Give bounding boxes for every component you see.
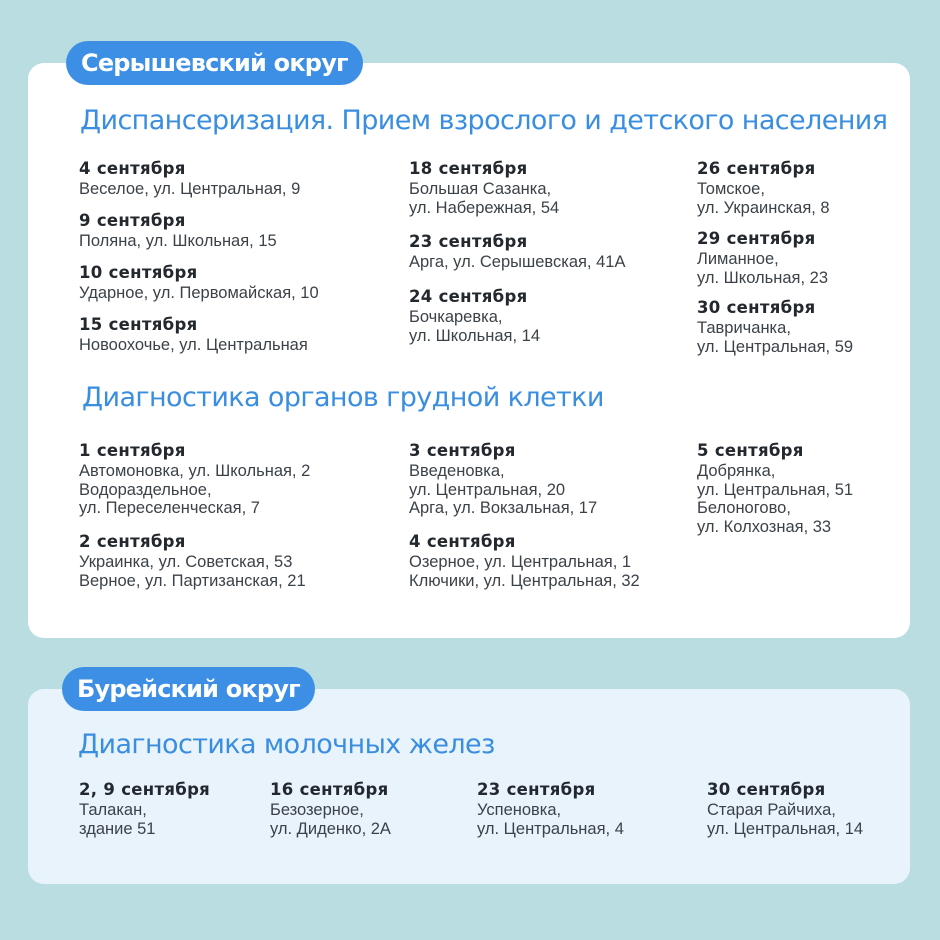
schedule-entry [477, 779, 624, 838]
entry-date: 23 сентября [409, 232, 528, 251]
entry-date: 26 сентября [697, 159, 816, 178]
entry-address: Добрянка, [697, 462, 776, 480]
entry-address: Ключики, ул. Центральная, 32 [409, 571, 640, 590]
entry-address: ул. Центральная, 51 [697, 480, 854, 499]
schedule-entry [79, 531, 306, 590]
schedule-entry [270, 779, 391, 838]
entry-address: ул. Набережная, 54 [409, 198, 560, 217]
entry-address: Белоногово, [697, 499, 791, 517]
entry-address: Введеновка, [409, 462, 505, 480]
schedule-entry [697, 297, 853, 356]
schedule-entry [409, 440, 597, 518]
entry-address: Бочкаревка, [409, 308, 503, 326]
schedule-entry [697, 440, 853, 536]
entry-date: 30 сентября [697, 298, 816, 317]
entry-address: ул. Школьная, 23 [697, 268, 828, 287]
schedule-entry [409, 531, 640, 590]
entry-address: ул. Центральная, 14 [707, 819, 864, 838]
entry-address: Безозерное, [270, 801, 364, 819]
entry-date: 30 сентября [707, 780, 826, 799]
entry-date: 4 сентября [79, 159, 186, 178]
section-title-dispensary: Диспансеризация. Прием взрослого и детского населения [80, 105, 888, 136]
entry-date: 18 сентября [409, 159, 528, 178]
entry-date: 9 сентября [79, 211, 186, 230]
entry-address: Лиманное, [697, 250, 779, 268]
entry-date: 10 сентября [79, 263, 198, 282]
schedule-entry [79, 210, 277, 251]
schedule-entry [79, 779, 210, 838]
entry-address: Веселое, ул. Центральная, 9 [79, 180, 301, 198]
schedule-entry [697, 158, 830, 217]
schedule-entry [79, 262, 319, 303]
district-badge-bureya: Бурейский округ [62, 667, 315, 711]
entry-address: Томское, [697, 180, 765, 198]
entry-address: ул. Переселенческая, 7 [79, 499, 260, 517]
schedule-entry [409, 231, 625, 272]
entry-address: здание 51 [79, 819, 156, 838]
entry-address: Талакан, [79, 801, 147, 819]
schedule-entry [707, 779, 863, 838]
entry-date: 5 сентября [697, 441, 804, 460]
entry-address: Украинка, ул. Советская, 53 [79, 553, 293, 571]
schedule-entry [409, 158, 559, 217]
entry-address: Успеновка, [477, 801, 562, 819]
entry-date: 24 сентября [409, 287, 528, 306]
entry-address: ул. Центральная, 20 [409, 480, 566, 499]
schedule-entry [697, 228, 828, 287]
entry-address: ул. Школьная, 14 [409, 326, 540, 345]
entry-address: Большая Сазанка, [409, 180, 552, 198]
schedule-entry [79, 314, 308, 355]
entry-address: Арга, ул. Вокзальная, 17 [409, 499, 598, 517]
entry-address: Автомоновка, ул. Школьная, 2 [79, 462, 311, 480]
entry-address: Новоохочье, ул. Центральная [79, 336, 308, 354]
entry-address: ул. Украинская, 8 [697, 198, 830, 217]
entry-address: Верное, ул. Партизанская, 21 [79, 571, 306, 590]
entry-address: Арга, ул. Серышевская, 41А [409, 253, 626, 271]
section-title-chest: Диагностика органов грудной клетки [82, 382, 604, 413]
entry-address: Старая Райчиха, [707, 801, 836, 819]
entry-date: 29 сентября [697, 229, 816, 248]
entry-address: ул. Колхозная, 33 [697, 517, 832, 536]
entry-address: Тавричанка, [697, 319, 791, 337]
entry-address: Водораздельное, [79, 480, 212, 499]
entry-address: ул. Центральная, 59 [697, 337, 854, 356]
schedule-entry [409, 286, 540, 345]
entry-date: 4 сентября [409, 532, 516, 551]
section-title-mammary: Диагностика молочных желез [78, 729, 495, 760]
entry-address: ул. Диденко, 2А [270, 819, 391, 838]
schedule-entry [79, 158, 300, 199]
entry-date: 3 сентября [409, 441, 516, 460]
entry-date: 1 сентября [79, 441, 186, 460]
entry-date: 2 сентября [79, 532, 186, 551]
entry-address: Поляна, ул. Школьная, 15 [79, 232, 277, 250]
district-badge-serysh: Серышевский округ [66, 41, 363, 85]
entry-date: 16 сентября [270, 780, 389, 799]
entry-address: Ударное, ул. Первомайская, 10 [79, 284, 319, 302]
entry-date: 23 сентября [477, 780, 596, 799]
schedule-entry [79, 440, 310, 518]
entry-date: 15 сентября [79, 315, 198, 334]
entry-date: 2, 9 сентября [79, 780, 211, 799]
entry-address: Озерное, ул. Центральная, 1 [409, 553, 632, 571]
entry-address: ул. Центральная, 4 [477, 819, 624, 838]
